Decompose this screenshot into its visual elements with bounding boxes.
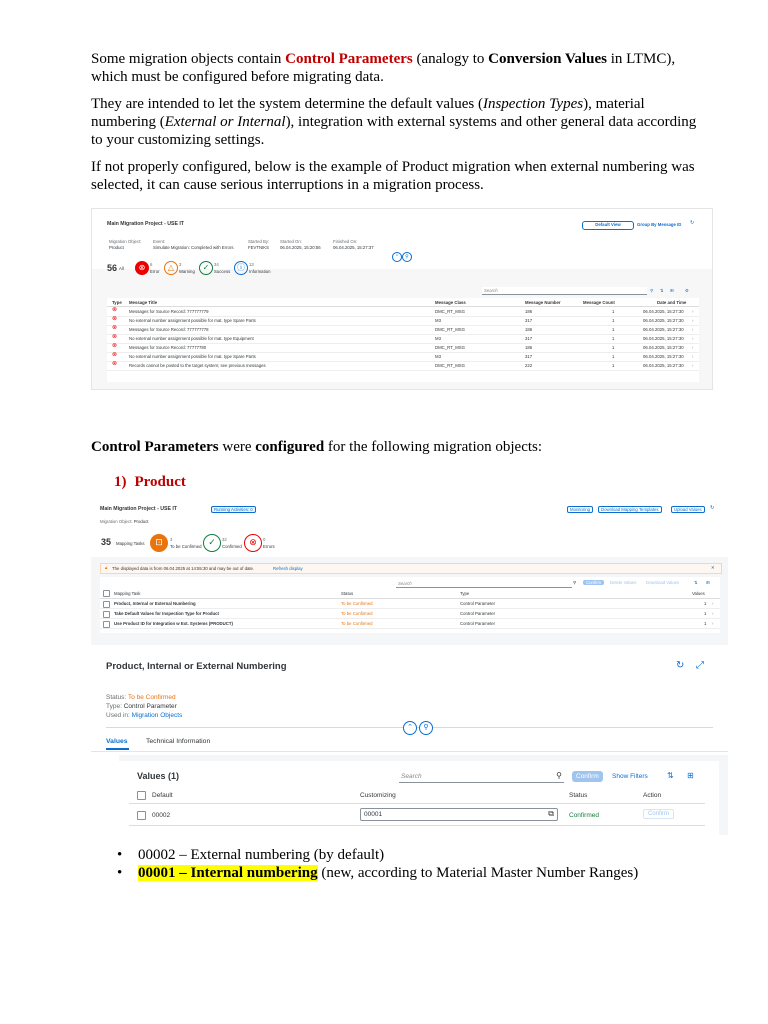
text: for the following migration objects: bbox=[324, 439, 543, 455]
refresh-icon[interactable]: ↻ bbox=[710, 505, 715, 511]
meta-value-event: Simulate Migration: Completed with Errors bbox=[153, 245, 234, 250]
message-table bbox=[107, 298, 699, 382]
text: ), integration with external systems and other general data according to your customizing settings. bbox=[91, 114, 697, 148]
search-icon[interactable]: ⚲ bbox=[650, 288, 654, 293]
meta-value-started-on: 06.04.2025, 15:20:56 bbox=[280, 245, 321, 250]
nav-arrow-icon: › bbox=[712, 621, 714, 626]
active-tab-indicator bbox=[106, 748, 129, 750]
table-row[interactable] bbox=[107, 308, 699, 317]
highlighted-text: 00001 – Internal numbering bbox=[138, 865, 318, 881]
text: in LTMC), which must be configured before migrating data. bbox=[91, 51, 676, 85]
meta-label-finished-on: Finished On: bbox=[333, 239, 358, 244]
value: Control Parameter bbox=[123, 703, 177, 710]
search-placeholder: Search bbox=[398, 581, 412, 586]
section-heading bbox=[91, 438, 542, 456]
paragraph-3: If not properly configured, below is the example of Product migration when external numbering was selected, it can cause serious interruptions in a migration process. bbox=[91, 159, 695, 193]
label: Type: bbox=[106, 703, 122, 710]
type-attribute bbox=[106, 702, 182, 711]
text: ), material numbering ( bbox=[91, 96, 645, 130]
cell: 1 bbox=[612, 309, 615, 314]
col-message-class: Message Class bbox=[435, 300, 466, 305]
success-status-icon[interactable]: ✓ bbox=[199, 261, 213, 275]
log-search-input[interactable] bbox=[482, 287, 647, 295]
select-all-checkbox[interactable] bbox=[137, 791, 146, 800]
label: Status: bbox=[106, 694, 127, 701]
cell: Control Parameter bbox=[460, 601, 496, 606]
row-checkbox[interactable] bbox=[103, 611, 110, 618]
label: Used in: bbox=[106, 712, 130, 719]
nav-arrow-icon: › bbox=[692, 354, 694, 359]
task-count: 35 bbox=[101, 537, 112, 547]
bullet-text: 00002 – External numbering (by default) bbox=[138, 847, 385, 863]
cell: Messages for Source Record: 777777779 bbox=[129, 309, 209, 314]
error-label: Error bbox=[150, 269, 160, 274]
sort-icon[interactable]: ⇅ bbox=[660, 288, 664, 293]
bullet-2 bbox=[117, 864, 638, 882]
object-label bbox=[100, 519, 149, 524]
cell: 1 bbox=[612, 318, 615, 323]
cell: 06.04.2025, 15:27:30 bbox=[643, 309, 684, 314]
col-customizing: Customizing bbox=[360, 792, 396, 799]
confirmed-icon[interactable]: ✓ bbox=[203, 534, 221, 552]
col-message-title: Message Title bbox=[129, 300, 158, 305]
information-status-icon[interactable]: ⓘ bbox=[234, 261, 248, 275]
default-value: 00002 bbox=[152, 812, 171, 819]
search-icon[interactable]: ⚲ bbox=[556, 771, 562, 780]
group-icon[interactable]: ⊞ bbox=[670, 288, 674, 293]
cell: 1 bbox=[612, 327, 615, 332]
cell: 06.04.2025, 15:27:30 bbox=[643, 354, 684, 359]
search-placeholder: Search bbox=[484, 288, 498, 293]
search-placeholder: Search bbox=[401, 773, 422, 780]
fullscreen-icon[interactable]: ⤢ bbox=[696, 660, 704, 671]
warning-count: 3 bbox=[179, 262, 182, 267]
control-parameter-detail-screenshot bbox=[91, 650, 728, 835]
values-table bbox=[119, 761, 719, 835]
text: Some migration objects contain bbox=[91, 51, 286, 67]
col-values: Values bbox=[692, 591, 705, 596]
cell: M3 bbox=[435, 336, 441, 341]
cell: To be Confirmed bbox=[341, 611, 373, 616]
cell: 317 bbox=[525, 318, 533, 323]
errors-count: 0 bbox=[263, 537, 266, 542]
used-in-attribute bbox=[106, 711, 182, 720]
refresh-icon[interactable]: ↻ bbox=[690, 220, 695, 226]
mapping-task-table bbox=[100, 577, 720, 633]
meta-label-started-by: Started By: bbox=[248, 239, 270, 244]
group-icon[interactable]: ⊞ bbox=[706, 580, 710, 585]
row-checkbox[interactable] bbox=[103, 601, 110, 608]
cell: To be Confirmed bbox=[341, 601, 373, 606]
cell: To be Confirmed bbox=[341, 621, 373, 626]
table-row[interactable] bbox=[107, 317, 699, 326]
cell: DMC_RT_MSG bbox=[435, 363, 466, 368]
migration-log-screenshot bbox=[91, 208, 713, 390]
confirmed-label: Confirmed bbox=[222, 544, 242, 549]
value: Product bbox=[133, 519, 149, 524]
meta-value-started-by: FEVTNIKS bbox=[248, 245, 270, 250]
cell: M3 bbox=[435, 354, 441, 359]
table-row[interactable] bbox=[100, 610, 720, 619]
item-label: Product bbox=[134, 474, 186, 490]
value[interactable]: Migration Objects bbox=[131, 712, 183, 719]
cell: Use Product ID for Integration w Ext. Systems (PRODUCT) bbox=[114, 621, 233, 626]
delete-values-button[interactable]: Delete Values bbox=[610, 580, 637, 585]
status-attribute bbox=[106, 693, 182, 702]
intro-text bbox=[91, 50, 701, 203]
cell: Product, Internal or External Numbering bbox=[114, 601, 196, 606]
error-icon: ⊗ bbox=[112, 361, 118, 367]
table-row[interactable] bbox=[107, 344, 699, 353]
cell: Messages for Source Record: 77777780 bbox=[129, 345, 207, 350]
tab-technical-information[interactable]: Technical Information bbox=[146, 738, 211, 745]
cell: 317 bbox=[525, 354, 533, 359]
cell: Control Parameter bbox=[460, 611, 496, 616]
cell: DMC_RT_MSG bbox=[435, 309, 466, 314]
table-row[interactable] bbox=[107, 326, 699, 335]
bold-conversion-values: Conversion Values bbox=[488, 51, 607, 67]
highlight-control-parameters: Control Parameters bbox=[285, 51, 413, 67]
cell: 1 bbox=[612, 345, 615, 350]
col-date-time: Date and Time bbox=[657, 300, 687, 305]
bullet-dot-icon: • bbox=[117, 865, 123, 881]
cell: 1 bbox=[704, 621, 707, 626]
cell: DMC_RT_MSG bbox=[435, 327, 466, 332]
confirm-button[interactable]: Confirm bbox=[572, 771, 603, 782]
select-all-checkbox[interactable] bbox=[103, 590, 110, 597]
paragraph-2 bbox=[91, 95, 701, 149]
italic-text: Inspection Types bbox=[482, 96, 584, 112]
table-row[interactable] bbox=[107, 353, 699, 362]
row-checkbox[interactable] bbox=[137, 811, 146, 820]
success-count: 34 bbox=[214, 262, 219, 267]
detail-attributes bbox=[106, 693, 182, 720]
meta-value-object: Product bbox=[109, 245, 124, 250]
error-count: 6 bbox=[150, 262, 153, 267]
upload-values-button[interactable]: Upload Values bbox=[671, 506, 705, 513]
value: To be Confirmed bbox=[127, 694, 176, 701]
col-action: Action bbox=[643, 792, 662, 799]
label: Migration Object: bbox=[100, 519, 133, 524]
tab-values[interactable]: Values bbox=[106, 738, 128, 745]
detail-title: Product, Internal or External Numbering bbox=[106, 661, 287, 672]
cell: 186 bbox=[525, 309, 533, 314]
error-status-icon[interactable]: ⊗ bbox=[135, 261, 149, 275]
refresh-icon[interactable]: ↻ bbox=[676, 660, 685, 671]
running-activities-badge[interactable]: Running Activities: 0 bbox=[211, 506, 256, 513]
meta-label-event: Event: bbox=[153, 239, 166, 244]
information-count: 13 bbox=[249, 262, 254, 267]
project-title: Main Migration Project - USE IT bbox=[107, 221, 184, 227]
cell: 186 bbox=[525, 327, 533, 332]
refresh-display-link[interactable]: Refresh display bbox=[273, 566, 303, 571]
group-icon[interactable]: ⊞ bbox=[687, 771, 694, 780]
warning-icon: ▲ bbox=[104, 565, 109, 570]
numbered-item bbox=[114, 473, 186, 491]
item-number: 1) bbox=[114, 474, 127, 490]
cell: No external number assignment possible for mat. type Spare Parts bbox=[129, 354, 256, 359]
bullet-dot-icon: • bbox=[117, 847, 123, 863]
table-row[interactable] bbox=[107, 362, 699, 371]
nav-arrow-icon: › bbox=[692, 309, 694, 314]
information-label: Information bbox=[249, 269, 271, 274]
cell: 222 bbox=[525, 363, 533, 368]
text: Control Parameters bbox=[91, 439, 219, 455]
confirm-button[interactable]: Confirm bbox=[583, 580, 604, 585]
warning-text: The displayed data is from 06.04.2025 at 14:55:30 and may be out of date. bbox=[112, 566, 255, 571]
cell: Control Parameter bbox=[460, 621, 496, 626]
nav-arrow-icon: › bbox=[692, 336, 694, 341]
nav-arrow-icon: › bbox=[692, 318, 694, 323]
to-be-confirmed-icon[interactable]: ⊡ bbox=[150, 534, 168, 552]
status-value: Confirmed bbox=[569, 812, 599, 819]
warning-status-icon[interactable]: △ bbox=[164, 261, 178, 275]
customizing-input[interactable] bbox=[360, 808, 558, 821]
cell: 186 bbox=[525, 345, 533, 350]
text: (analogy to bbox=[412, 51, 489, 67]
table-row[interactable] bbox=[100, 620, 720, 629]
pin-header-icon[interactable]: ⚲ bbox=[419, 721, 433, 735]
cell: 1 bbox=[612, 354, 615, 359]
error-icon: ⊗ bbox=[112, 307, 118, 313]
row-confirm-button[interactable]: Confirm bbox=[643, 809, 674, 819]
meta-label-started-on: Started On: bbox=[280, 239, 302, 244]
cell: 06.04.2025, 15:27:30 bbox=[643, 336, 684, 341]
group-by-button[interactable]: Group By Message ID bbox=[637, 222, 682, 227]
paragraph-1 bbox=[91, 50, 701, 86]
col-status: Status bbox=[341, 591, 354, 596]
bullet-text: (new, according to Material Master Number Ranges) bbox=[317, 865, 639, 881]
message-count-unit: All bbox=[119, 266, 124, 271]
row-checkbox[interactable] bbox=[103, 621, 110, 628]
errors-label: Errors bbox=[263, 544, 275, 549]
nav-arrow-icon: › bbox=[712, 611, 714, 616]
download-templates-button[interactable]: Download Mapping Templates bbox=[598, 506, 662, 513]
cell: M3 bbox=[435, 318, 441, 323]
cell: 1 bbox=[612, 363, 615, 368]
cell: 1 bbox=[704, 611, 707, 616]
error-icon: ⊗ bbox=[112, 343, 118, 349]
warning-label: Warning bbox=[179, 269, 195, 274]
table-row[interactable] bbox=[100, 600, 720, 609]
error-icon: ⊗ bbox=[112, 325, 118, 331]
to-be-confirmed-count: 3 bbox=[170, 537, 173, 542]
error-icon: ⊗ bbox=[112, 316, 118, 322]
message-count: 56 bbox=[107, 263, 118, 273]
cell: Records cannot be posted to the target system; see previous messages bbox=[129, 363, 266, 368]
warning-strip bbox=[100, 563, 722, 574]
table-row[interactable] bbox=[107, 335, 699, 344]
text: were bbox=[218, 439, 256, 455]
values-search-input[interactable] bbox=[399, 771, 564, 783]
text: They are intended to let the system determine the default values ( bbox=[91, 96, 483, 112]
project-title: Main Migration Project - USE IT bbox=[100, 506, 177, 512]
cell: 06.04.2025, 15:27:30 bbox=[643, 327, 684, 332]
meta-value-finished-on: 06.04.2025, 15:27:37 bbox=[333, 245, 374, 250]
error-icon: ⊗ bbox=[112, 352, 118, 358]
italic-text: External or Internal bbox=[164, 114, 286, 130]
cell: No external number assignment possible for mat. type Equipment bbox=[129, 336, 254, 341]
col-type: Type bbox=[112, 300, 122, 305]
default-view-button[interactable]: Default View bbox=[582, 221, 634, 230]
col-status: Status bbox=[569, 792, 588, 799]
success-label: Success bbox=[214, 269, 231, 274]
value-help-icon[interactable]: ⧉ bbox=[548, 809, 554, 818]
to-be-confirmed-label: To be Confirmed bbox=[170, 544, 202, 549]
collapse-header-icon[interactable]: ⌃ bbox=[392, 252, 402, 262]
error-icon: ⊗ bbox=[112, 334, 118, 340]
col-message-number: Message Number bbox=[525, 300, 561, 305]
cell: 1 bbox=[612, 336, 615, 341]
sort-icon[interactable]: ⇅ bbox=[667, 771, 674, 780]
col-type: Type bbox=[460, 591, 470, 596]
download-values-button[interactable]: Download Values bbox=[646, 580, 680, 585]
errors-icon[interactable]: ⊗ bbox=[244, 534, 262, 552]
nav-arrow-icon: › bbox=[712, 601, 714, 606]
bullet-1 bbox=[117, 846, 384, 864]
nav-arrow-icon: › bbox=[692, 345, 694, 350]
sort-icon[interactable]: ⇅ bbox=[694, 580, 698, 585]
values-title: Values (1) bbox=[137, 771, 180, 781]
col-message-count: Message Count bbox=[583, 300, 615, 305]
close-icon[interactable]: ✕ bbox=[711, 565, 715, 570]
cell: 06.04.2025, 15:27:30 bbox=[643, 345, 684, 350]
cell: 317 bbox=[525, 336, 533, 341]
task-count-unit: Mapping Tasks bbox=[116, 541, 145, 546]
nav-arrow-icon: › bbox=[692, 363, 694, 368]
values-panel bbox=[119, 755, 728, 835]
cell: Messages for Source Record: 777777778 bbox=[129, 327, 209, 332]
text: configured bbox=[255, 439, 325, 455]
settings-icon[interactable]: ⚙ bbox=[685, 288, 689, 293]
cell: 06.04.2025, 15:27:30 bbox=[643, 318, 684, 323]
collapse-header-icon[interactable]: ⌃ bbox=[403, 721, 417, 735]
cell: 1 bbox=[704, 601, 707, 606]
table-row[interactable] bbox=[119, 804, 705, 824]
task-search-input[interactable] bbox=[396, 580, 572, 588]
monitoring-button[interactable]: Monitoring bbox=[567, 506, 593, 513]
cell: 06.04.2025, 15:27:30 bbox=[643, 363, 684, 368]
show-filters-button[interactable]: Show Filters bbox=[612, 773, 648, 780]
nav-arrow-icon: › bbox=[692, 327, 694, 332]
mapping-tasks-screenshot bbox=[91, 495, 728, 645]
customizing-value: 00001 bbox=[364, 811, 383, 818]
col-default: Default bbox=[152, 792, 173, 799]
search-icon[interactable]: ⚲ bbox=[573, 580, 577, 585]
cell: DMC_RT_MSG bbox=[435, 345, 466, 350]
cell: Take Default Values for Inspection Type for Product bbox=[114, 611, 219, 616]
col-mapping-task: Mapping Task bbox=[114, 591, 141, 596]
cell: No external number assignment possible for mat. type Spare Parts bbox=[129, 318, 256, 323]
pin-header-icon[interactable]: ⚲ bbox=[402, 252, 412, 262]
confirmed-count: 32 bbox=[222, 537, 227, 542]
meta-label-object: Migration Object: bbox=[109, 239, 142, 244]
